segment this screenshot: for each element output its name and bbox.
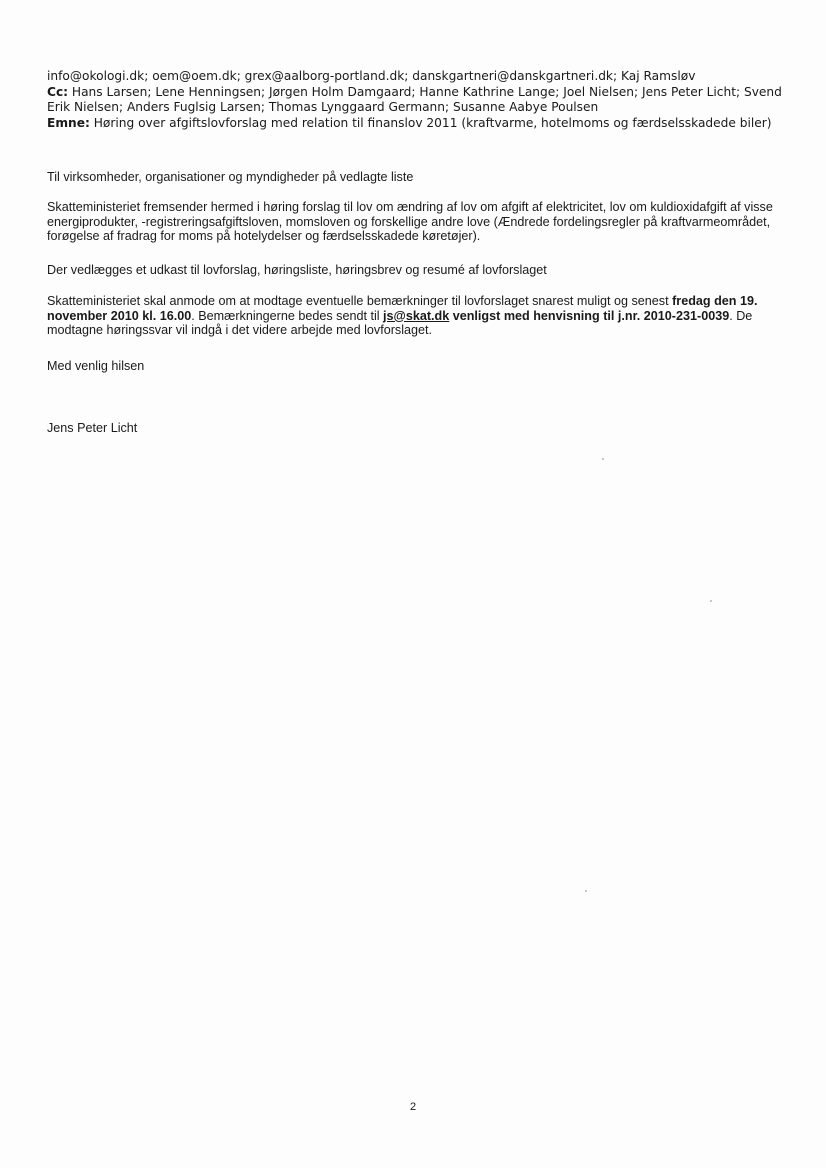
scan-speck (710, 600, 712, 602)
greeting-paragraph: Til virksomheder, organisationer og myndigheder på vedlagte liste (47, 170, 414, 184)
signature-line: Jens Peter Licht (47, 421, 138, 435)
recipients-value: info@okologi.dk; oem@oem.dk; grex@aalborg-portland.dk; danskgartneri@danskgartneri.dk; Kaj Ramsløv (47, 69, 696, 83)
attachments-paragraph: Der vedlægges et udkast til lovforslag, høringsliste, høringsbrev og resumé af lovforslaget (47, 263, 547, 277)
subject-value: Høring over afgiftslovforslag med relation til finanslov 2011 (kraftvarme, hotelmoms og færdselsskadede biler) (93, 115, 772, 130)
request-paragraph (47, 294, 787, 338)
cc-value: Hans Larsen; Lene Henningsen; Jørgen Holm Damgaard; Hanne Kathrine Lange; Joel Nielsen; Jens Peter Licht; Svend Erik Nielsen; Anders Fuglsig Larsen; Thomas Lynggaard Germann; Susanne Aabye Poulsen (47, 84, 782, 114)
request-text-1: Skatteministeriet skal anmode om at modtage eventuelle bemærkninger til lovforslaget snarest muligt og senest (47, 294, 669, 308)
recipients-line (47, 69, 787, 85)
intro-paragraph: Skatteministeriet fremsender hermed i høring forslag til lov om ændring af lov om afgift af elektricitet, lov om kuldioxidafgift af visse energiprodukter, -registreringsafgiftsloven, momsloven og forskellige andre love (Ændrede fordelingsregler på kraftvarmeområdet, forøgelse af fradrag for moms på hotelydelser og færdselsskadede køretøjer). (47, 200, 773, 244)
reference-number-text: venligst med henvisning til j.nr. 2010-231-0039 (449, 308, 730, 323)
deadline-text: fredag den 19. november 2010 kl. 16.00 (47, 294, 758, 323)
subject-line (47, 116, 787, 132)
cc-label: Cc: (47, 84, 69, 99)
closing-line: Med venlig hilsen (47, 359, 145, 373)
scan-speck (602, 458, 604, 460)
page-number: 2 (409, 1101, 417, 1113)
email-link[interactable]: js@skat.dk (383, 308, 450, 323)
request-text-4: . De modtagne høringssvar vil indgå i det videre arbejde med lovforslaget. (47, 308, 753, 338)
email-header (47, 69, 787, 131)
subject-label: Emne: (47, 115, 90, 130)
cc-line (47, 85, 787, 116)
request-text-2: . Bemærkningerne bedes sendt til (191, 308, 384, 323)
scan-speck (585, 890, 587, 892)
